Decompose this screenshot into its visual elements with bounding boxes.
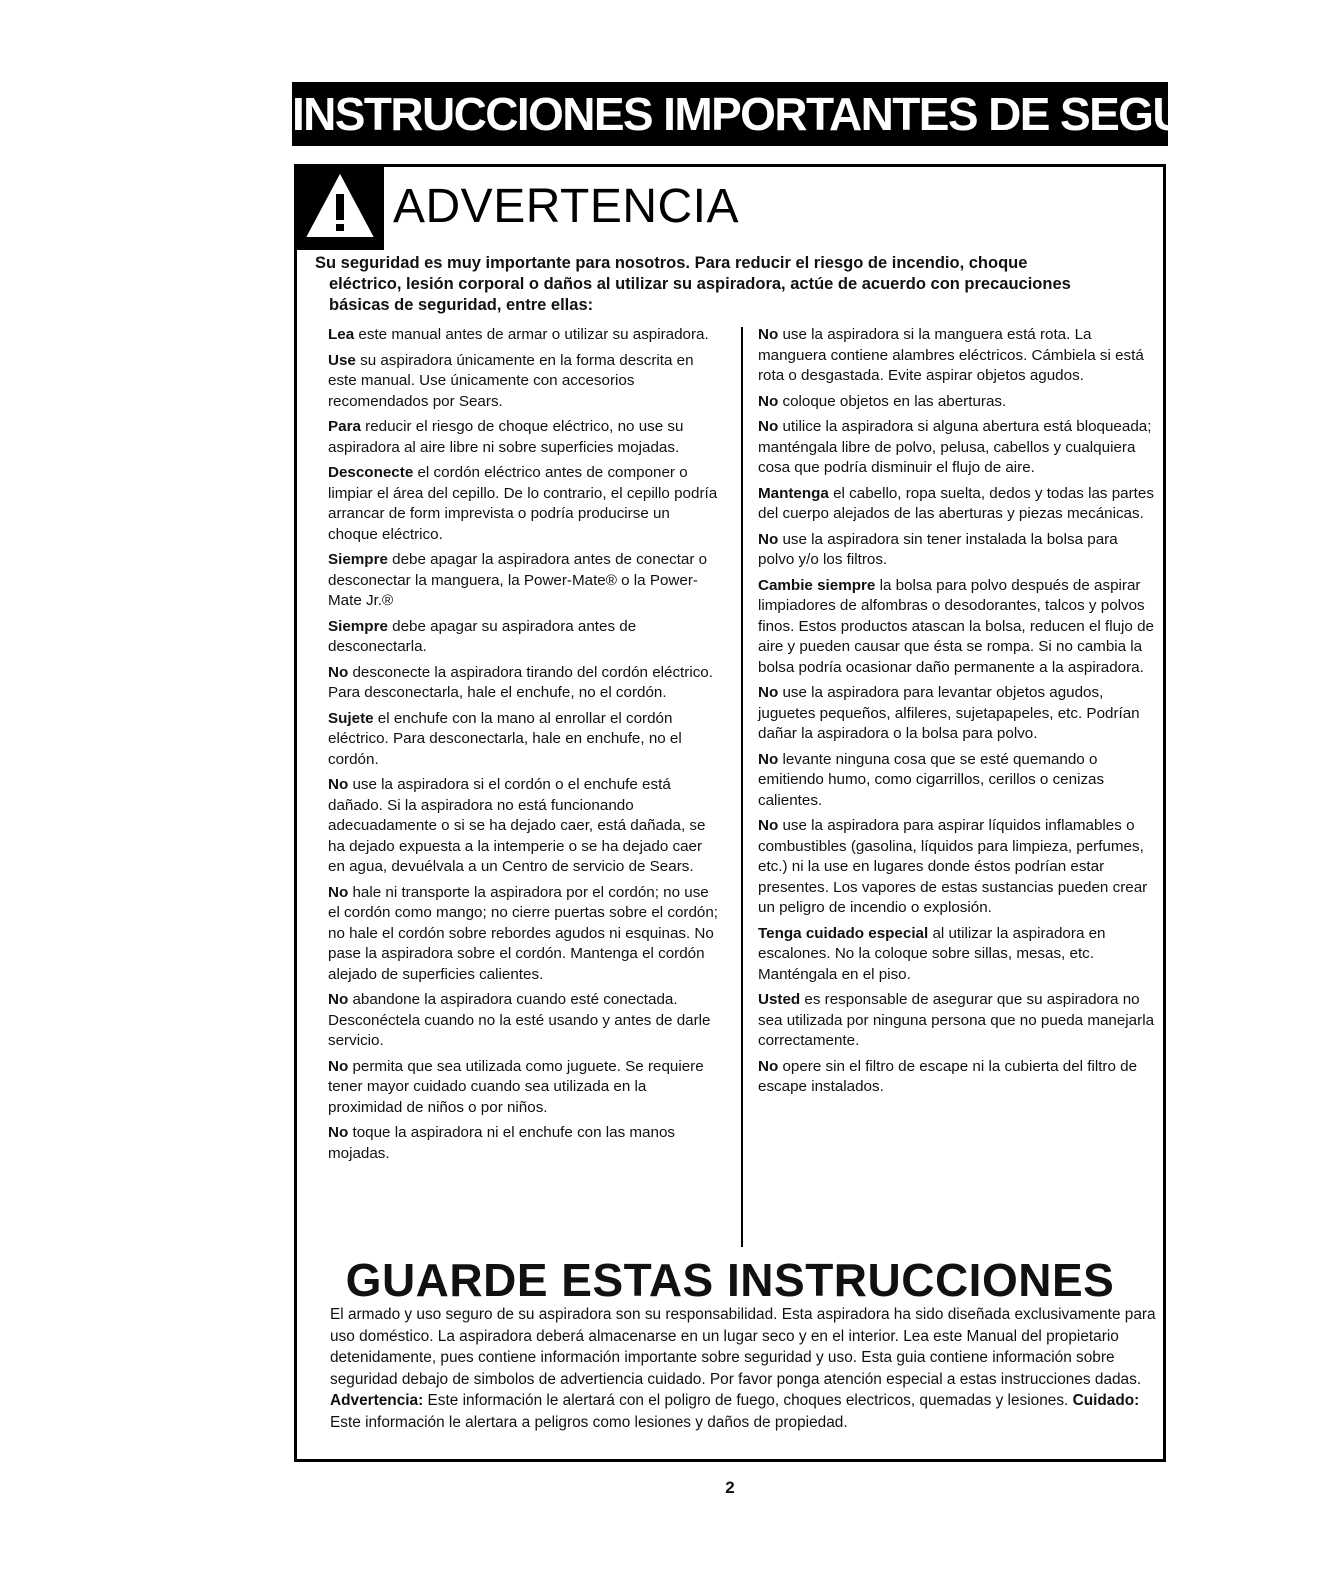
instruction-text: el cordón eléctrico antes de componer o limpiar el área del cepillo. De lo contrario, el cepillo podría arrancar de form imprevista o podría producirse un choque eléctrico.: [328, 464, 718, 543]
instruction-item: [758, 750, 1158, 812]
closing-paragraph: [330, 1304, 1160, 1433]
page-number: 2: [725, 1478, 735, 1497]
save-instructions-title: GUARDE ESTAS INSTRUCCIONES: [345, 1254, 1115, 1306]
instruction-item: [328, 883, 720, 986]
right-column: [758, 325, 1158, 1103]
instruction-lead: Use: [328, 351, 356, 369]
instruction-lead: No: [328, 991, 349, 1008]
instruction-text: utilice la aspiradora si alguna abertura está bloqueada; manténgala libre de polvo, pelusa, cabellos y cualquiera cosa que podría disminuir el flujo de aire.: [758, 418, 1152, 476]
instruction-item: [328, 990, 720, 1052]
instruction-lead: Siempre: [328, 551, 388, 568]
instruction-lead: No: [758, 750, 779, 768]
instruction-text: coloque objetos en las aberturas.: [778, 392, 1007, 410]
instruction-item: [758, 392, 1158, 413]
instruction-text: abandone la aspiradora cuando esté conectada. Desconéctela cuando no la esté usando y antes de darle servicio.: [328, 991, 711, 1049]
instruction-lead: Usted: [758, 991, 801, 1008]
warning-title: ADVERTENCIA: [393, 180, 740, 233]
instruction-text: use la aspiradora si el cordón o el enchufe está dañado. Si la aspiradora no está funcionando adecuadamente o si se ha dejado caer, está dañada, se ha dejado expuesta a la intemperie o se ha dejado caer en agua, devuélvala a un Centro de servicio de Sears.: [328, 776, 706, 875]
instruction-item: [328, 663, 720, 704]
instruction-item: [328, 1057, 720, 1119]
instruction-text: el cabello, ropa suelta, dedos y todas las partes del cuerpo alejados de las aberturas y piezas mecánicas.: [758, 484, 1154, 522]
instruction-lead: No: [758, 684, 779, 701]
instruction-item: [758, 417, 1158, 479]
closing-text: Este información le alertará con el poligro de fuego, choques electricos, quemadas y lesiones.: [423, 1392, 1073, 1409]
instruction-text: la bolsa para polvo después de aspirar limpiadores de alfombras o desodorantes, talcos y polvos finos. Estos productos atascan la bolsa, reducen el flujo de aire y pueden causar que ésta se rompa. Si no cambia la bolsa podría ocasionar daño permanente a la aspiradora.: [758, 576, 1154, 676]
instruction-text: hale ni transporte la aspiradora por el cordón; no use el cordón como mango; no cierre puertas sobre el cordón; no hale el cordón sobre rebordes agudos ni esquinas. No pase la aspiradora sobre el cordón. Mantenga el cordón alejado de superficies calientes.: [328, 883, 719, 983]
instruction-lead: No: [758, 418, 779, 435]
instruction-text: debe apagar la aspiradora antes de conectar o desconectar la manguera, la Power-Mate® o la Power-Mate Jr.®: [328, 551, 708, 609]
instruction-lead: No: [758, 817, 779, 834]
instruction-text: use la aspiradora para aspirar líquidos inflamables o combustibles (gasolina, líquidos para limpieza, perfumes, etc.) ni la use en lugares donde éstos podrían estar presentes. Los vapores de estas sustancias pueden crear un peligro de incendio o explosión.: [758, 817, 1148, 916]
instruction-item: [758, 816, 1158, 919]
closing-text: Este información le alertara a peligros como lesiones y daños de propiedad.: [330, 1413, 848, 1431]
instruction-lead: No: [758, 1057, 779, 1075]
instruction-text: levante ninguna cosa que se esté quemando o emitiendo humo, como cigarrillos, cerillos o cenizas calientes.: [758, 750, 1105, 809]
instruction-text: opere sin el filtro de escape ni la cubierta del filtro de escape instalados.: [758, 1057, 1138, 1095]
column-divider: [741, 327, 743, 1247]
instruction-text: debe apagar su aspiradora antes de desconectarla.: [328, 617, 637, 655]
instruction-text: use la aspiradora para levantar objetos agudos, juguetes pequeños, alfileres, sujetapapeles, etc. Podrían dañar la aspiradora o la bolsa para polvo.: [758, 684, 1140, 742]
instruction-lead: No: [328, 776, 349, 793]
instruction-text: desconecte la aspiradora tirando del cordón eléctrico. Para desconectarla, hale el enchufe, no el cordón.: [328, 663, 713, 701]
section-banner: INSTRUCCIONES IMPORTANTES DE SEGURIDAD: [292, 82, 1168, 146]
instruction-lead: Tenga cuidado especial: [758, 924, 929, 942]
instruction-lead: Cambie siempre: [758, 576, 876, 594]
instruction-item: [328, 617, 720, 658]
left-column: [328, 325, 720, 1169]
instruction-lead: Para: [328, 418, 361, 435]
instruction-lead: No: [758, 392, 779, 410]
instruction-text: al utilizar la aspiradora en escalones. No la coloque sobre sillas, mesas, etc. Manténgala en el piso.: [758, 924, 1106, 983]
instruction-item: [758, 576, 1158, 679]
instruction-lead: Mantenga: [758, 484, 829, 502]
instruction-lead: No: [758, 326, 779, 343]
instruction-item: [328, 351, 720, 413]
instruction-item: [328, 550, 720, 612]
intro-line: básicas de seguridad, entre ellas:: [329, 296, 594, 314]
instruction-text: es responsable de asegurar que su aspiradora no sea utilizada por ninguna persona que no pueda manejarla correctamente.: [758, 991, 1155, 1049]
instruction-lead: No: [758, 530, 779, 548]
instruction-lead: No: [328, 663, 349, 681]
instruction-text: use la aspiradora sin tener instalada la bolsa para polvo y/o los filtros.: [758, 530, 1118, 568]
instruction-text: toque la aspiradora ni el enchufe con las manos mojadas.: [328, 1124, 675, 1162]
warning-icon-tab: [294, 164, 384, 250]
instruction-item: [758, 530, 1158, 571]
instruction-lead: Desconecte: [328, 464, 414, 481]
instruction-item: [758, 1057, 1158, 1098]
warning-triangle-icon: [304, 170, 376, 242]
instruction-item: [758, 990, 1158, 1052]
closing-lead-advertencia: Advertencia:: [330, 1392, 424, 1409]
intro-line: Su seguridad es muy importante para nosotros. Para reducir el riesgo de incendio, choque: [315, 254, 1028, 272]
instruction-text: reducir el riesgo de choque eléctrico, no use su aspiradora al aire libre ni sobre superficies mojadas.: [328, 418, 684, 456]
instruction-item: [328, 417, 720, 458]
instruction-item: [328, 463, 720, 545]
instruction-text: el enchufe con la mano al enrollar el cordón eléctrico. Para desconectarla, hale en enchufe, no el cordón.: [328, 709, 682, 768]
instruction-item: [328, 325, 720, 346]
instruction-lead: No: [328, 883, 349, 901]
instruction-item: [758, 924, 1158, 986]
instruction-text: su aspiradora únicamente en la forma descrita en este manual. Use únicamente con accesorios recomendados por Sears.: [328, 351, 694, 410]
warning-frame: [294, 164, 1166, 1462]
instruction-item: [758, 484, 1158, 525]
closing-lead-cuidado: Cuidado:: [1072, 1392, 1140, 1409]
instruction-lead: Lea: [328, 326, 355, 343]
instruction-lead: Siempre: [328, 617, 388, 635]
instruction-item: [328, 775, 720, 878]
intro-text: [315, 253, 1145, 316]
instruction-text: use la aspiradora si la manguera está rota. La manguera contiene alambres eléctricos. Cámbiela si está rota o desgastada. Evite aspirar objetos agudos.: [758, 326, 1144, 384]
instruction-lead: No: [328, 1057, 349, 1075]
instruction-text: permita que sea utilizada como juguete. Se requiere tener mayor cuidado cuando sea utilizada en la proximidad de niños o por niños.: [328, 1057, 704, 1116]
instruction-item: [758, 683, 1158, 745]
instruction-text: este manual antes de armar o utilizar su aspiradora.: [354, 326, 709, 343]
instruction-lead: Sujete: [328, 709, 374, 727]
instruction-lead: No: [328, 1124, 349, 1141]
intro-line: eléctrico, lesión corporal o daños al utilizar su aspiradora, actúe de acuerdo con precauciones: [329, 275, 1071, 293]
instruction-item: [328, 1123, 720, 1164]
closing-text: El armado y uso seguro de su aspiradora son su responsabilidad. Esta aspiradora ha sido diseñada exclusivamente para uso doméstico. La aspiradora deberá almacenarse en un lugar seco y en el interior. Lea este Manual del propietario detenidamente, pues contiene información importante sobre seguridad y uso. Esta guia contiene información sobre seguridad debajo de simbolos de advertiencia cuidado. Por favor ponga atención especial a estas instrucciones dadas.: [330, 1306, 1156, 1388]
instruction-item: [758, 325, 1158, 387]
instruction-item: [328, 709, 720, 771]
